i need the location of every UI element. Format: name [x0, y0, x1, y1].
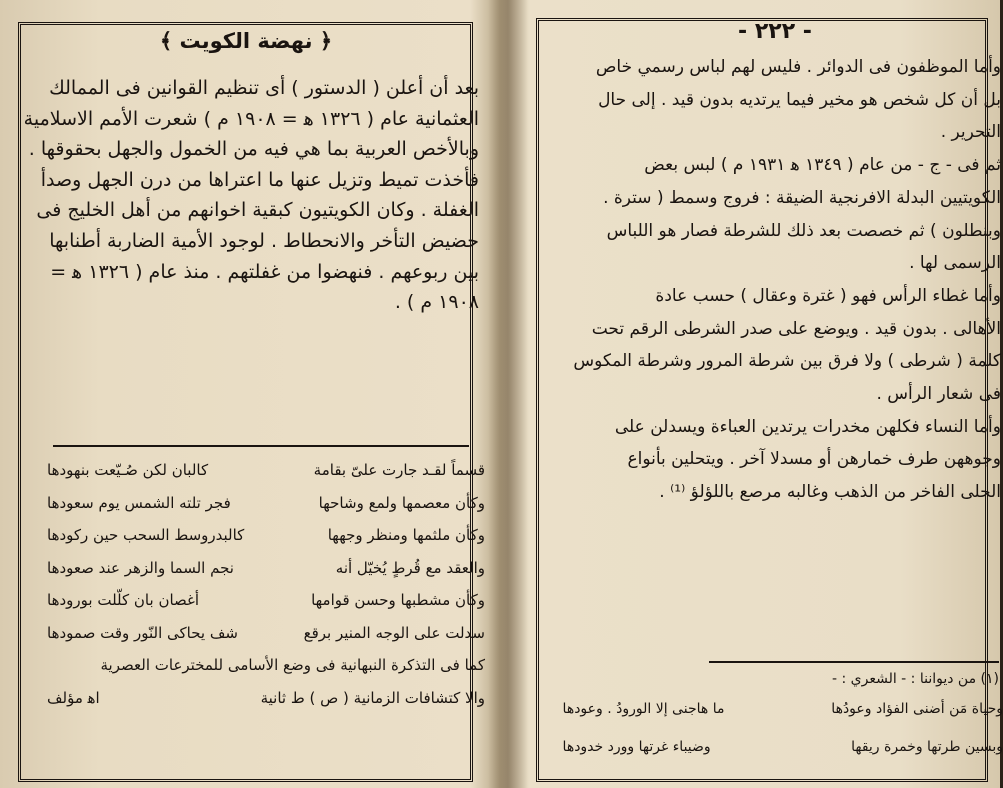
- verse-second-hemistich: وضيباء غرتها وورد خدودها: [562, 739, 711, 755]
- verse-first-hemistich: والعقد مع قُرطٍ يُخيّل أنه: [335, 558, 485, 577]
- poem-note-line: والا كتشافات الزمانية ( ص ) ط ثانية: [260, 688, 485, 707]
- verse-first-hemistich: قسماً لقـد جارت علىّ بقامة: [313, 461, 485, 479]
- verse-first-hemistich: سدلت على الوجه المنير برقع: [303, 623, 485, 642]
- footnote-verse: [563, 739, 1003, 755]
- footnote-divider: [709, 661, 999, 663]
- text-line: بل أن كل شخص هو مخير فيما يرتديه بدون قيد . إلى حال: [598, 89, 1001, 110]
- poem-verse: [47, 559, 485, 592]
- right-paragraphs: [567, 51, 1001, 509]
- text-line: الكويتيين البدلة الافرنجية الضيقة : فروج وسمط ( سترة .: [603, 187, 1001, 208]
- verse-second-hemistich: شف يحاكى النّور وقت صمودها: [47, 623, 238, 642]
- verse-first-hemistich: وبسين طرتها وخمرة ريقها: [851, 739, 1003, 755]
- text-line: الحلى الفاخر من الذهب وغالبه مرصع باللؤلؤ ⁽¹⁾ .: [659, 482, 1001, 503]
- poem-verse: [47, 624, 485, 657]
- poem-note-author: اﻫ مؤلف: [47, 688, 100, 707]
- text-line: وبنطلون ) ثم خصصت بعد ذلك للشرطة فصار هو اللباس: [606, 220, 1001, 241]
- section-divider: [53, 445, 469, 447]
- text-line: بين ربوعهم . فنهضوا من غفلتهم . منذ عام ( ١٣٢٦ ﻫ =: [50, 260, 479, 283]
- text-line: الرسمى لها .: [909, 253, 1001, 274]
- verse-first-hemistich: وكأن ملثمها ومنظر وجهها: [327, 526, 485, 544]
- section-title: ﴿ نهضة الكويت ﴾: [159, 29, 333, 53]
- text-line: وأما الموظفون فى الدوائر . فليس لهم لباس رسمي خاص: [595, 57, 1001, 77]
- left-paragraph: [23, 73, 479, 318]
- poem: [47, 461, 485, 721]
- verse-second-hemistich: كالبان لكن صُـيّعت بنهودها: [47, 461, 209, 479]
- verse-first-hemistich: وكأن معصمها ولمع وشاحها: [318, 493, 485, 512]
- verse-second-hemistich: كالبدروسط السحب حين ركودها: [47, 526, 245, 544]
- text-line: كلمة ( شرطى ) ولا فرق بين شرطة المرور وشرطة المكوس: [573, 351, 1001, 372]
- text-line: وأما غطاء الرأس فهو ( غترة وعقال ) حسب عادة: [655, 285, 1001, 306]
- footnote-heading: (١) من ديواننا : - الشعري : -: [831, 671, 999, 687]
- text-line: بعد أن أعلن ( الدستور ) أى تنظيم القوانين فى الممالك: [49, 77, 479, 99]
- right-page: [514, 0, 1003, 788]
- verse-second-hemistich: فجر تلته الشمس يوم سعودها: [47, 493, 231, 512]
- text-line: حضيض التأخر والانحطاط . لوجود الأمية الضاربة أطنابها: [49, 229, 479, 252]
- text-line: ثم فى - ج - من عام ( ١٣٤٩ ﻫ ١٩٣١ م ) لبس بعض: [644, 155, 1001, 176]
- text-line: ١٩٠٨ م ) .: [394, 291, 479, 314]
- text-line: الغفلة . وكان الكويتيون كبقية اخوانهم من أهل الخليج فى: [36, 199, 479, 222]
- verse-first-hemistich: وحياة مَن أضنى الفؤاد وعودُها: [831, 701, 1003, 717]
- text-line: وجوههن طرف خمارهن أو مسدلا آخر . ويتحلين بأنواع: [627, 449, 1001, 470]
- poem-verse: [47, 461, 485, 494]
- poem-note-line: كما فى التذكرة النبهانية فى وضع الأسامى للمخترعات العصرية: [100, 656, 485, 674]
- verse-second-hemistich: ما هاجنى إلا الورودُ . وعودها: [562, 701, 725, 717]
- verse-second-hemistich: نجم السما والزهر عند صعودها: [47, 558, 234, 577]
- text-line: وبالأخص العربية بما هي فيه من الخمول والجهل بحقوقها .: [28, 138, 479, 161]
- page-number: - ٢٢٢ -: [738, 19, 812, 44]
- text-line: فى شعار الرأس .: [876, 384, 1001, 405]
- verse-second-hemistich: أغصان بان كلّلت بورودها: [47, 591, 200, 609]
- poem-note: [47, 689, 485, 722]
- text-line: الأهالى . بدون قيد . ويوضع على صدر الشرطى الرقم تحت: [591, 318, 1001, 339]
- left-page-frame: [18, 22, 485, 782]
- text-line: وأما النساء فكلهن مخدرات يرتدين العباءة ويسدلن على: [614, 416, 1001, 437]
- text-line: العثمانية عام ( ١٣٢٦ ﻫ = ١٩٠٨ م ) شعرت الأمم الاسلامية: [23, 107, 479, 130]
- text-line: التحرير .: [940, 122, 1001, 143]
- text-line: فأخذت تميط وتزيل عنها ما اعتراها من درن الجهل وصدأ: [40, 168, 479, 191]
- footnote-verse: [563, 701, 1003, 717]
- poem-note: [47, 656, 485, 689]
- poem-verse: [47, 526, 485, 559]
- poem-verse: [47, 494, 485, 527]
- verse-first-hemistich: وكأن مشطبها وحسن قوامها: [311, 591, 485, 609]
- poem-verse: [47, 591, 485, 624]
- right-page-frame: [536, 18, 1003, 782]
- left-page: [0, 0, 500, 788]
